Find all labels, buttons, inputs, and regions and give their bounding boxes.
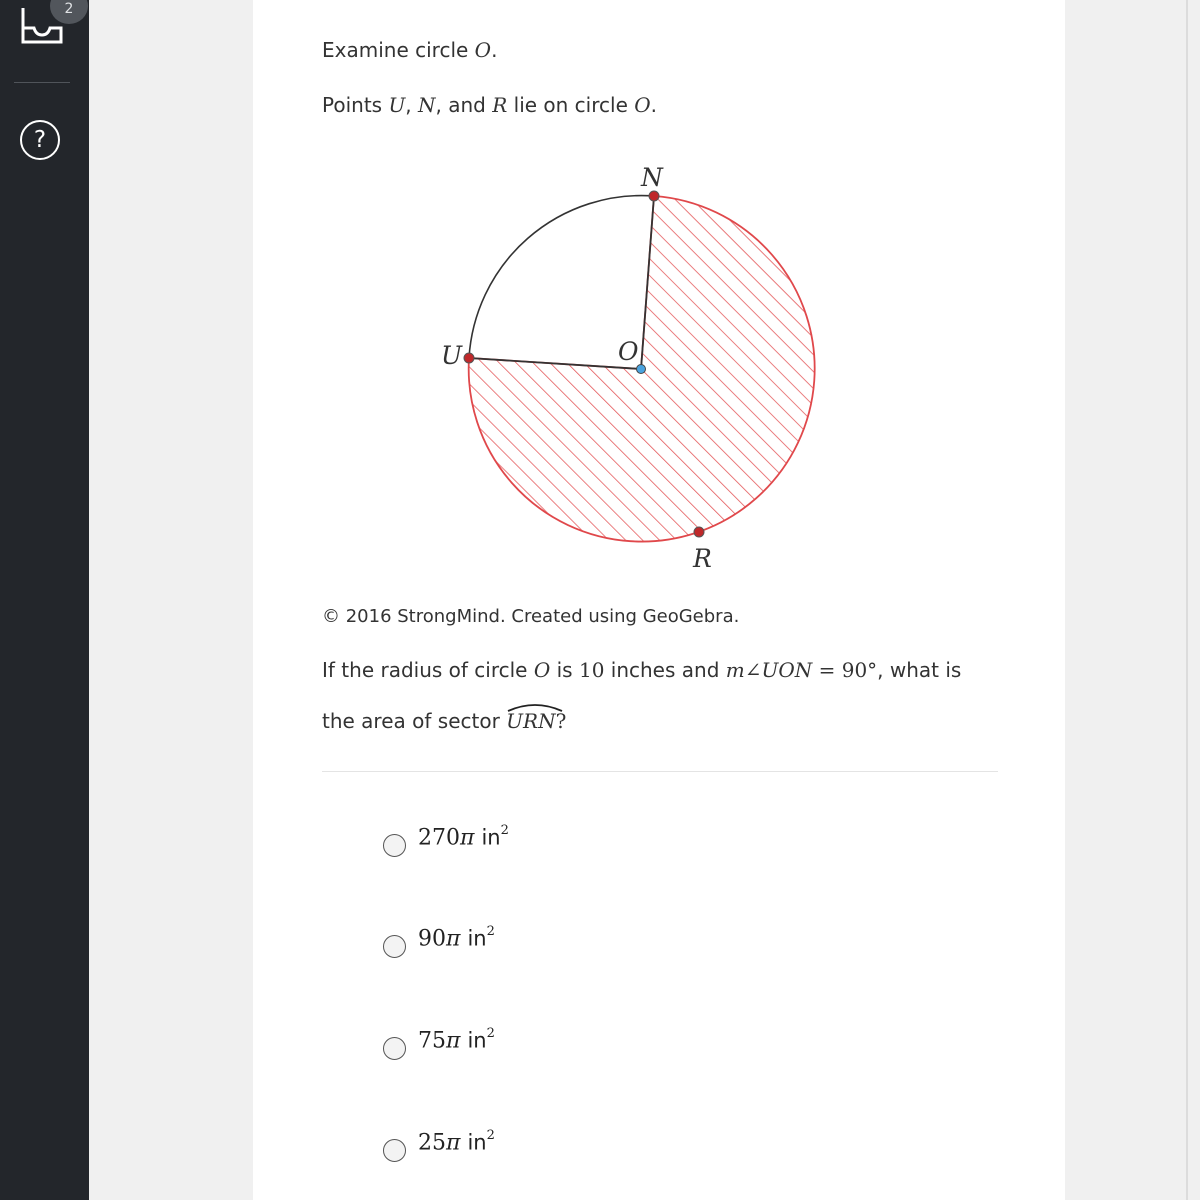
radio-button[interactable] [383, 834, 406, 857]
copyright-text: © 2016 StrongMind. Created using GeoGebra. [322, 606, 740, 627]
arc-urn: URN [506, 709, 555, 733]
help-icon[interactable]: ? [20, 120, 60, 160]
question-line-2: the area of sector URN? [322, 709, 566, 733]
minor-arc [469, 196, 654, 358]
inbox-button[interactable] [20, 0, 74, 46]
label-n: N [641, 163, 663, 192]
radio-button[interactable] [383, 935, 406, 958]
label-u: U [441, 341, 463, 370]
arc-mark [506, 701, 564, 713]
scrollbar-track[interactable] [1186, 0, 1188, 1200]
radio-button[interactable] [383, 1037, 406, 1060]
intro-line: Examine circle O. [322, 38, 498, 62]
divider [322, 771, 998, 772]
label-o: O [618, 337, 639, 366]
circle-diagram [430, 160, 850, 580]
sidebar [0, 0, 89, 1200]
question-line-1: If the radius of circle O is 10 inches and m∠UON = 90°, what is [322, 658, 962, 682]
radio-button[interactable] [383, 1139, 406, 1162]
label-r: R [693, 544, 712, 573]
points-line: Points U, N, and R lie on circle O. [322, 93, 657, 117]
point-u [464, 353, 474, 363]
point-r [694, 527, 704, 537]
sidebar-divider [14, 82, 70, 83]
point-n [649, 191, 659, 201]
notification-badge: 2 [50, 0, 88, 24]
